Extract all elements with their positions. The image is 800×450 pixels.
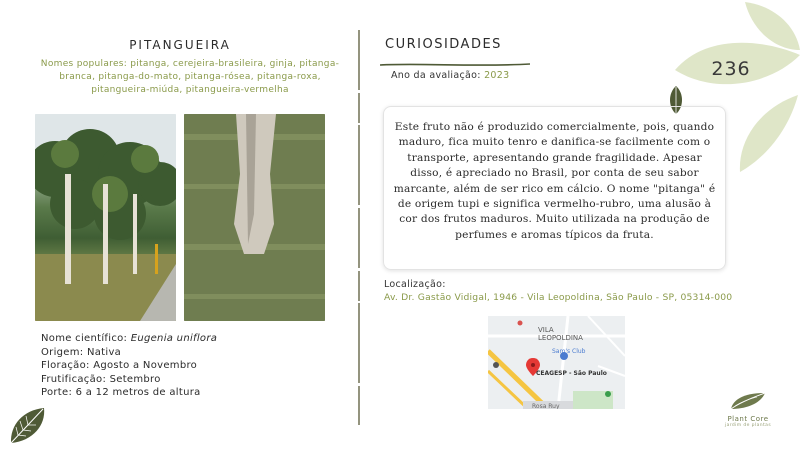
location-label: Localização: [384, 279, 446, 290]
leaf-icon [727, 391, 769, 411]
spec-fruiting: Frutificação: Setembro [41, 373, 161, 385]
brand-tagline: jardim de plantas [724, 423, 772, 428]
map-district: VILA LEOPOLDINA [538, 326, 583, 342]
card-number: 236 [711, 58, 751, 80]
spec-flowering: Floração: Agosto a Novembro [41, 360, 198, 371]
column-divider [357, 30, 361, 429]
curiosities-text: Este fruto não é produzido comercialmente, pois, quando maduro, fica muito tenro e danifica-se facilmente com o transporte, apresentando grande fragilidade. Apesar disso, é apreciado no Brasil, por conta de seu sabor marcante, além de ser rico em cálcio. O nome "pitanga" é de origem tupi e significa vermelho-rubro, uma alusão à cor dos frutos maduros. Muito utilizada na produção de perfumes e aromas típicos da fruta. [383, 106, 726, 270]
location-map[interactable] [488, 316, 625, 409]
map-street: Rosa Ruy [532, 403, 560, 409]
decorative-leaves [660, 0, 800, 179]
leaf-icon [8, 405, 48, 449]
curiosities-heading: CURIOSIDADES [385, 37, 502, 52]
evaluation-year: Ano da avaliação: 2023 [391, 70, 510, 81]
spec-origin: Origem: Nativa [41, 346, 122, 358]
popular-names: Nomes populares: pitanga, cerejeira-brasileira, ginja, pitanga-branca, pitanga-do-mato, pitanga-rósea, pitanga-roxa, pitangueira-miúda, pitangueira-vermelha [40, 59, 340, 95]
location-address[interactable]: Av. Dr. Gastão Vidigal, 1946 - Vila Leopoldina, São Paulo - SP, 05314-000 [384, 292, 733, 303]
map-place: Sam's Club [552, 348, 586, 355]
brand-logo [712, 391, 784, 428]
spec-size: Porte: 6 a 12 metros de altura [41, 387, 201, 398]
plant-title: PITANGUEIRA [129, 38, 231, 52]
tree-row-photo [35, 114, 176, 321]
spec-scientific-name: Nome científico: Eugenia uniflora [41, 333, 218, 344]
plant-specs [41, 332, 217, 400]
brand-name: Plant Core [727, 415, 769, 423]
trunk-photo [184, 114, 325, 321]
map-pin-label: CEAGESP - São Paulo [536, 370, 607, 377]
